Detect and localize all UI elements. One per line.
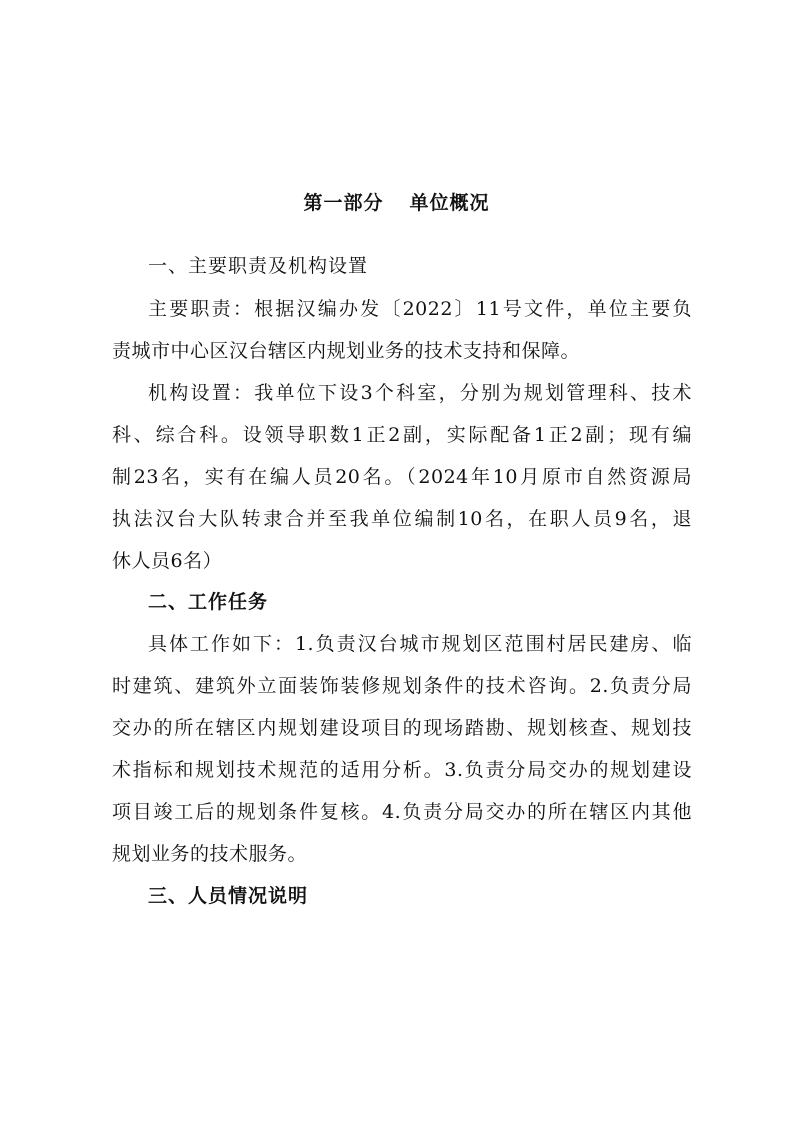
text-line: 项目竣工后的规划条件复核。4.负责分局交办的所在辖区内其他 — [112, 801, 692, 823]
text-line: 科、综合科。设领导职数1正2副，实际配备1正2副；现有编 — [112, 424, 692, 446]
section-heading-duties-organization: 一、主要职责及机构设置 — [148, 255, 369, 277]
text-line: 制23名，实有在编人员20名。（2024年10月原市自然资源局 — [112, 466, 692, 488]
text-line: 交办的所在辖区内规划建设项目的现场踏勘、规划核查、规划技 — [112, 717, 692, 739]
section-heading-staff-description: 三、人员情况说明 — [148, 885, 309, 907]
text-line: 休人员6名） — [112, 550, 223, 572]
part-title — [0, 186, 793, 220]
part-number: 第一部分 — [303, 192, 384, 214]
text-line: 机构设置：我单位下设3个科室，分别为规划管理科、技术 — [148, 382, 692, 404]
part-name: 单位概况 — [409, 192, 490, 214]
section-heading-work-tasks: 二、工作任务 — [148, 591, 269, 613]
text-line: 规划业务的技术服务。 — [112, 843, 308, 865]
text-line: 责城市中心区汉台辖区内规划业务的技术支持和保障。 — [112, 340, 581, 362]
text-line: 具体工作如下：1.负责汉台城市规划区范围村居民建房、临 — [148, 633, 692, 655]
paragraph-organization — [112, 376, 692, 586]
paragraph-work-tasks — [112, 627, 692, 879]
text-line: 执法汉台大队转隶合并至我单位编制10名，在职人员9名，退 — [112, 508, 692, 530]
text-line: 时建筑、建筑外立面装饰装修规划条件的技术咨询。2.负责分局 — [112, 675, 692, 697]
paragraph-main-duties — [112, 292, 692, 376]
text-line: 主要职责：根据汉编办发〔2022〕11号文件，单位主要负 — [148, 298, 692, 320]
text-line: 术指标和规划技术规范的适用分析。3.负责分局交办的规划建设 — [112, 759, 692, 781]
